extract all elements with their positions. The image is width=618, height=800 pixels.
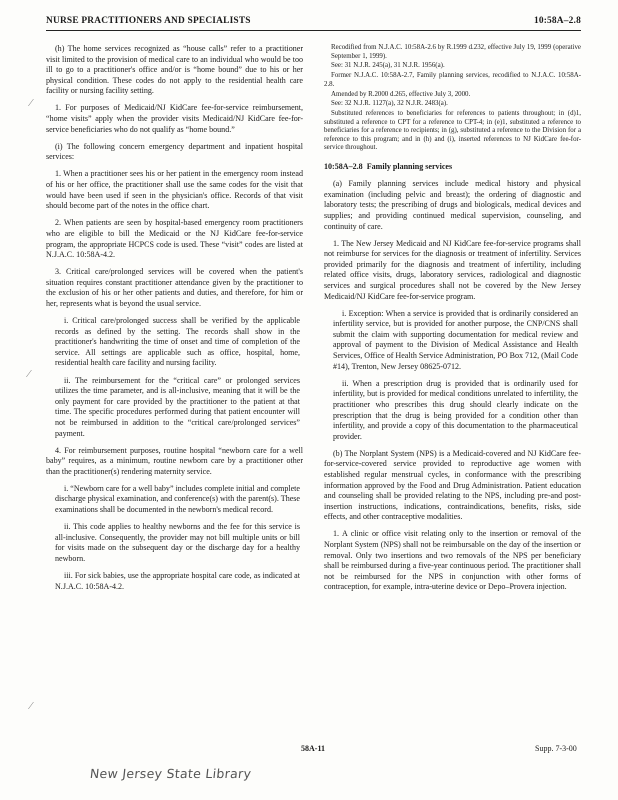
history-note-2: See: 31 N.J.R. 245(a), 31 N.J.R. 1956(a). bbox=[331, 62, 445, 70]
para-i4-iii: iii. For sick babies, use the appropriate hospital care code, as indicated at N.J.A.C. 10:58A-4.2. bbox=[55, 571, 300, 591]
para-b1: 1. A clinic or office visit relating only to the insertion or removal of the Norplant System (NPS) shall not be reimbursable on the day of the insertion or removal. Only two insertions and two removals of the NPS per beneficiary shall be reimbursed during a five-year continuous period. The practitioner shall not be reimbursed for the NPS in conjunction with other forms of contraception, for example, intra-uterine device or Depo–Provera injection. bbox=[324, 529, 581, 592]
para-i4: 4. For reimbursement purposes, routine hospital “newborn care for a well baby” requires, as a minimum, routine newborn care by a practitioner other than the practitioner(s) rendering maternity service. bbox=[46, 445, 303, 476]
para-i: (i) The following concern emergency department and inpatient hospital services: bbox=[46, 141, 303, 162]
right-column bbox=[324, 44, 581, 600]
para-a1: 1. The New Jersey Medicaid and NJ KidCare fee-for-service programs shall not reimburse for services for the diagnosis or treatment of infertility. Services provided primarily for the diagnosis and treatment of infertility, including related office visits, drugs, laboratory services, radiological and diagnostic services and surgical procedures shall not be covered by the New Jersey Medicaid/NJ KidCare fee-for-service program. bbox=[324, 238, 581, 301]
history-note-1: Recodified from N.J.A.C. 10:58A-2.6 by R.1999 d.232, effective July 19, 1999 (operative September 1, 1999). bbox=[331, 44, 581, 60]
running-header bbox=[46, 14, 581, 31]
history-note-3: Former N.J.A.C. 10:58A-2.7, Family planning services, recodified to N.J.A.C. 10:58A-2.8. bbox=[324, 72, 581, 88]
para-i4-ii: ii. This code applies to healthy newborns and the fee for this service is all-inclusive. Consequently, the provider may not bill multiple units or bill for visits made on the subsequent day or the discharge day for a healthy newborn. bbox=[55, 522, 300, 563]
header-title: NURSE PRACTITIONERS AND SPECIALISTS bbox=[46, 16, 251, 26]
para-h: (h) The home services recognized as “house calls” refer to a practitioner visit limited to the provision of medical care to an individual who would be too ill to go to a practitioner's office and/or is “home bound” due to his or her physical condition. These codes do not apply to the residential health care facility or nursing facility setting. bbox=[46, 44, 303, 96]
left-column bbox=[46, 44, 303, 599]
page-number: 58A-11 bbox=[301, 744, 325, 753]
margin-tick-mark: ⁄ bbox=[30, 700, 32, 712]
history-note-6: Substituted references to beneficiaries for references to patients throughout; in (d)1, substituted a reference to CPT for a reference to CPT-4; in (e)1, substituted a reference to beneficiaries for a reference to recipients; in (g), substituted a reference to the Division for a reference to this program; and in (h) and (i), inserted references to NJ KidCare fee-for-service throughout. bbox=[324, 110, 581, 152]
library-stamp: New Jersey State Library bbox=[89, 766, 253, 781]
history-note-4: Amended by R.2000 d.265, effective July 3, 2000. bbox=[331, 90, 471, 98]
para-i3-i: i. Critical care/prolonged success shall be verified by the applicable records as defined by the setting. The records shall show in the practitioner's handwriting the time of onset and time of completion of the service. All settings are applicable such as office, hospital, home, residential health care facility and nursing facility. bbox=[55, 316, 300, 368]
para-a1-i: i. Exception: When a service is provided that is ordinarily considered an infertility service, but is provided for another purpose, the CNP/CNS shall submit the claim with supporting documentation for medical review and approval of payment to the Division of Medical Assistance and Health Services, Office of Health Service Administration, PO Box 712, (Mail Code #14), Trenton, New Jersey 08625-0712. bbox=[333, 308, 579, 371]
para-a: (a) Family planning services include medical history and physical examination (including pelvic and breast); the ordering of diagnostic and laboratory tests; the prescribing of drugs and biologicals, medical devices and supplies; and providing continued medical supervision, counseling, and continuity of care. bbox=[324, 179, 581, 231]
para-i3-ii: ii. The reimbursement for the “critical care” or prolonged services utilizes the time parameter, and is all-inclusive, meaning that it will be the only payment for care provided by the practitioner to the patient at that time. The specific procedures performed during that patient encounter will not be reimbursed in addition to the “critical care/prolonged services” payment. bbox=[55, 375, 300, 438]
history-note-5: See: 32 N.J.R. 1127(a), 32 N.J.R. 2483(a). bbox=[331, 100, 448, 108]
section-title: Family planning services bbox=[366, 162, 453, 172]
section-heading bbox=[324, 162, 581, 173]
margin-tick-mark: ⁄ bbox=[30, 97, 32, 109]
para-b: (b) The Norplant System (NPS) is a Medicaid-covered and NJ KidCare fee-for-service-covered service provided to reproductive age women with established regular menstrual cycles, in conformance with the prescribing information approved by the Food and Drug Administration. Patient education and counseling shall be provided relating to the NPS, including pre-and post-insertion instructions, indications, contraindications, benefits, risks, side effects, and other contraceptive modalities. bbox=[324, 448, 581, 522]
para-i4-i: i. “Newborn care for a well baby” includes complete initial and complete discharge physical examination, and conference(s) with the parent(s). These examinations shall be documented in the newborn's medical record. bbox=[55, 483, 300, 515]
para-i1: 1. When a practitioner sees his or her patient in the emergency room instead of his or her office, the practitioner shall use the same codes for the visit that would have been used if seen in the physician's office. Records of that visit should become part of the notes in the office chart. bbox=[46, 169, 303, 211]
para-i3: 3. Critical care/prolonged services will be covered when the patient's situation requires constant practitioner attendance given by the practitioner to the exclusion of his or her other patients and duties, and therefore, for him or her, represents what is beyond the usual service. bbox=[46, 267, 303, 308]
para-h1: 1. For purposes of Medicaid/NJ KidCare fee-for-service reimbursement, “home visits” apply when the provider visits Medicaid/NJ KidCare fee-for-service beneficiaries who do not qualify as “home bound.” bbox=[46, 103, 303, 134]
supplement-date: Supp. 7-3-00 bbox=[535, 744, 577, 753]
para-i2: 2. When patients are seen by hospital-based emergency room practitioners who are eligible to bill the Medicaid or the NJ KidCare fee-for-service program, the appropriate HCPCS code is used. These “visit” codes are listed at N.J.A.C. 10:58A-4.2. bbox=[46, 218, 303, 260]
section-number: 10:58A–2.8 bbox=[324, 162, 363, 172]
margin-tick-mark: ⁄ bbox=[28, 368, 30, 380]
header-section: 10:58A–2.8 bbox=[533, 16, 581, 26]
para-a1-ii: ii. When a prescription drug is provided that is ordinarily used for infertility, but is provided for medical conditions unrelated to infertility, the practitioner who prescribes this drug should clearly indicate on the prescription that the drug is being provided for a condition other than infertility, and provide a copy of this documentation to the pharmaceutical provider. bbox=[333, 378, 578, 441]
